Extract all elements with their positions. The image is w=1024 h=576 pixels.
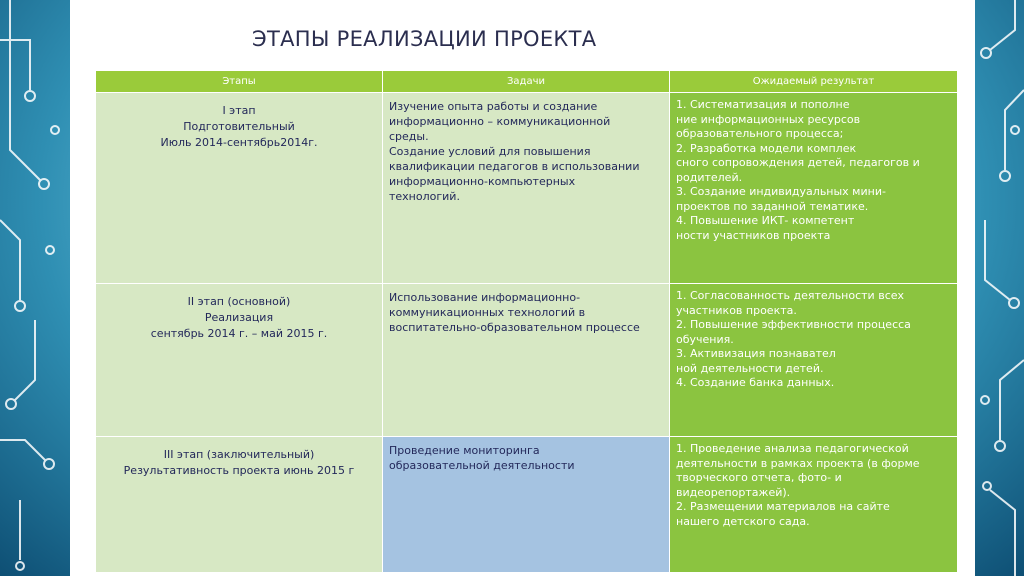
task-line: Использование информационно- xyxy=(389,291,581,304)
task-line: Проведение мониторинга xyxy=(389,444,540,457)
table-row xyxy=(96,93,958,284)
table-row xyxy=(96,284,958,437)
tasks-cell xyxy=(383,93,670,284)
project-stages-table xyxy=(95,70,958,573)
result-line: обучения. xyxy=(676,332,734,346)
result-line: родителей. xyxy=(676,170,743,184)
result-line: сного сопровождения детей, педагогов и xyxy=(676,156,920,169)
result-line: проектов по заданной тематике. xyxy=(676,199,869,213)
task-line: Изучение опыта работы и создание xyxy=(389,100,598,113)
result-line: участников проекта. xyxy=(676,303,797,317)
result-line: 1. Систематизация и пополне xyxy=(676,98,850,111)
result-line: 2. Размещении материалов на сайте xyxy=(676,500,890,513)
stage-line: Результативность проекта июнь 2015 г xyxy=(123,464,355,477)
result-line: 1. Согласованность деятельности всех xyxy=(676,289,905,302)
result-line: нашего детского сада. xyxy=(676,514,810,528)
result-line: деятельности в рамках проекта (в форме xyxy=(676,456,920,470)
result-line: 4. Повышение ИКТ- компетент xyxy=(676,214,855,227)
task-line: Создание условий для повышения xyxy=(389,145,591,158)
result-line: 1. Проведение анализа педагогической xyxy=(676,442,909,455)
header-stages: Этапы xyxy=(96,71,383,93)
circuit-decoration-left xyxy=(0,0,70,576)
result-line: 4. Создание банка данных. xyxy=(676,376,835,389)
stage-line: сентябрь 2014 г. – май 2015 г. xyxy=(150,327,328,340)
header-expected-result: Ожидаемый результат xyxy=(670,71,958,93)
result-line: видеорепортажей). xyxy=(676,485,791,499)
results-cell xyxy=(670,437,958,573)
stage-cell xyxy=(96,437,383,573)
result-line: образовательного процесса; xyxy=(676,127,844,140)
stage-line: I этап xyxy=(222,104,256,117)
tasks-cell xyxy=(383,284,670,437)
stage-cell xyxy=(96,93,383,284)
tasks-cell xyxy=(383,437,670,573)
stage-cell xyxy=(96,284,383,437)
results-cell xyxy=(670,284,958,437)
task-line: коммуникационных технологий в xyxy=(389,306,586,319)
circuit-decoration-right xyxy=(975,0,1024,576)
table-row xyxy=(96,437,958,573)
result-line: ной деятельности детей. xyxy=(676,361,824,375)
table-header-row xyxy=(96,71,958,93)
result-line: творческого отчета, фото- и xyxy=(676,471,842,484)
stage-line: Июль 2014-сентябрь2014г. xyxy=(160,136,318,149)
task-line: образовательной деятельности xyxy=(389,459,575,472)
stage-line: Подготовительный xyxy=(183,120,295,133)
result-line: ности участников проекта xyxy=(676,228,831,242)
task-line: квалификации педагогов в использовании xyxy=(389,160,640,173)
result-line: ние информационных ресурсов xyxy=(676,112,861,126)
header-tasks: Задачи xyxy=(383,71,670,93)
slide-title: ЭТАПЫ РЕАЛИЗАЦИИ ПРОЕКТА xyxy=(252,27,597,51)
task-line: информационно – коммуникационной xyxy=(389,115,611,128)
result-line: 3. Активизация познавател xyxy=(676,347,836,360)
task-line: среды. xyxy=(389,130,429,143)
results-cell xyxy=(670,93,958,284)
result-line: 2. Повышение эффективности процесса xyxy=(676,318,911,331)
task-line: воспитательно-образовательном процессе xyxy=(389,321,640,334)
stage-line: II этап (основной) xyxy=(187,295,291,308)
result-line: 3. Создание индивидуальных мини- xyxy=(676,185,886,198)
task-line: информационно-компьютерных xyxy=(389,175,576,188)
result-line: 2. Разработка модели комплек xyxy=(676,141,857,155)
stage-line: Реализация xyxy=(204,311,274,324)
task-line: технологий. xyxy=(389,190,460,203)
stage-line: III этап (заключительный) xyxy=(163,448,315,461)
